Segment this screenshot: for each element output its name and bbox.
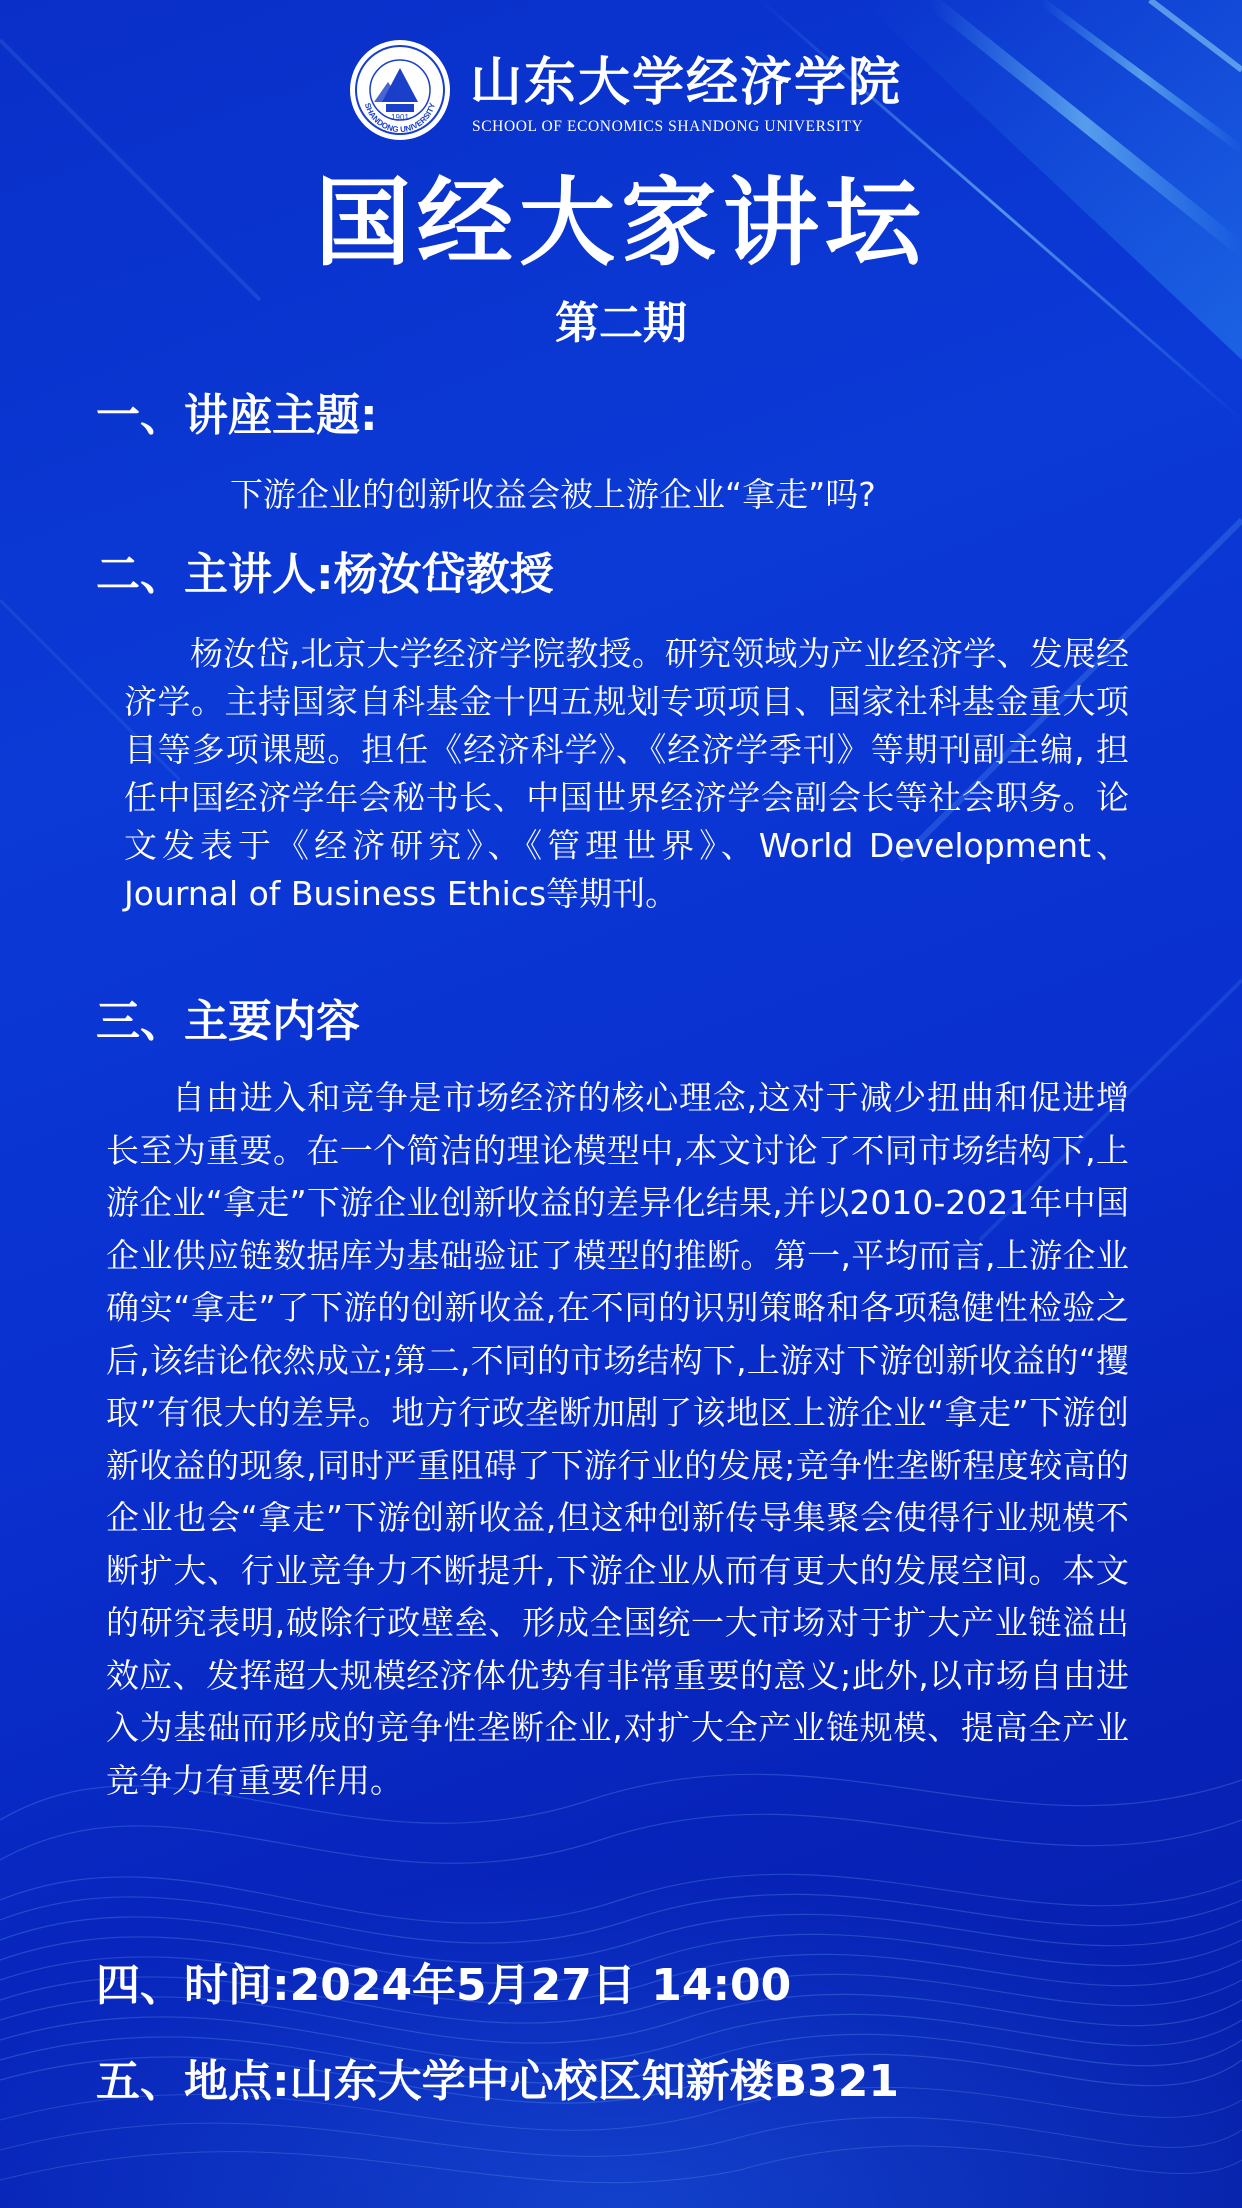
university-logo	[348, 38, 903, 146]
content-heading: 三、主要内容	[96, 996, 360, 1047]
university-name: 山东大学经济学院	[470, 52, 903, 113]
seal-text: SHANDONG UNIVERSITY	[362, 101, 438, 135]
place-heading: 五、地点:山东大学中心校区知新楼B321	[96, 2056, 899, 2107]
page-title: 国经大家讲坛	[315, 167, 927, 279]
university-seal-icon	[348, 38, 452, 142]
topic-text: 下游企业的创新收益会被上游企业“拿走”吗?	[230, 475, 876, 514]
topic-heading: 一、讲座主题:	[96, 390, 378, 441]
time-heading: 四、时间:2024年5月27日 14:00	[96, 1960, 792, 2011]
content-abstract: 自由进入和竞争是市场经济的核心理念,这对于减少扭曲和促进增长至为重要。在一个简洁的理论模型中,本文讨论了不同市场结构下,上游企业“拿走”下游企业创新收益的差异化结果,并以2010-2021年中国企业供应链数据库为基础验证了模型的推断。第一,平均而言,上游企业确实“拿走”了下游的创新收益,在不同的识别策略和各项稳健性检验之后,该结论依然成立;第二,不同的市场结构下,上游对下游创新收益的“攫取”有很大的差异。地方行政垄断加剧了该地区上游企业“拿走”下游创新收益的现象,同时严重阻碍了下游行业的发展;竞争性垄断程度较高的企业也会“拿走”下游创新收益,但这种创新传导集聚会使得行业规模不断扩大、行业竞争力不断提升,下游企业从而有更大的发展空间。本文的研究表明,破除行政壁垒、形成全国统一大市场对于扩大产业链溢出效应、发挥超大规模经济体优势有非常重要的意义;此外,以市场自由进入为基础而形成的竞争性垄断企业,对扩大全产业链规模、提高全产业竞争力有重要作用。	[106, 1078, 1129, 1800]
issue-number: 第二期	[555, 298, 687, 349]
school-english-name: SCHOOL OF ECONOMICS SHANDONG UNIVERSITY	[472, 118, 864, 135]
speaker-heading: 二、主讲人:杨汝岱教授	[96, 549, 554, 600]
speaker-bio: 杨汝岱,北京大学经济学院教授。研究领域为产业经济学、发展经济学。主持国家自科基金十四五规划专项项目、国家社科基金重大项目等多项课题。担任《经济科学》、《经济学季刊》等期刊副主编, 担任中国经济学年会秘书长、中国世界经济学会副会长等社会职务。论文发表于《经济研究》、《管理世界》、World Development、Journal of Business Ethics等期刊。	[124, 634, 1129, 913]
seal-year: 1901	[391, 113, 409, 122]
